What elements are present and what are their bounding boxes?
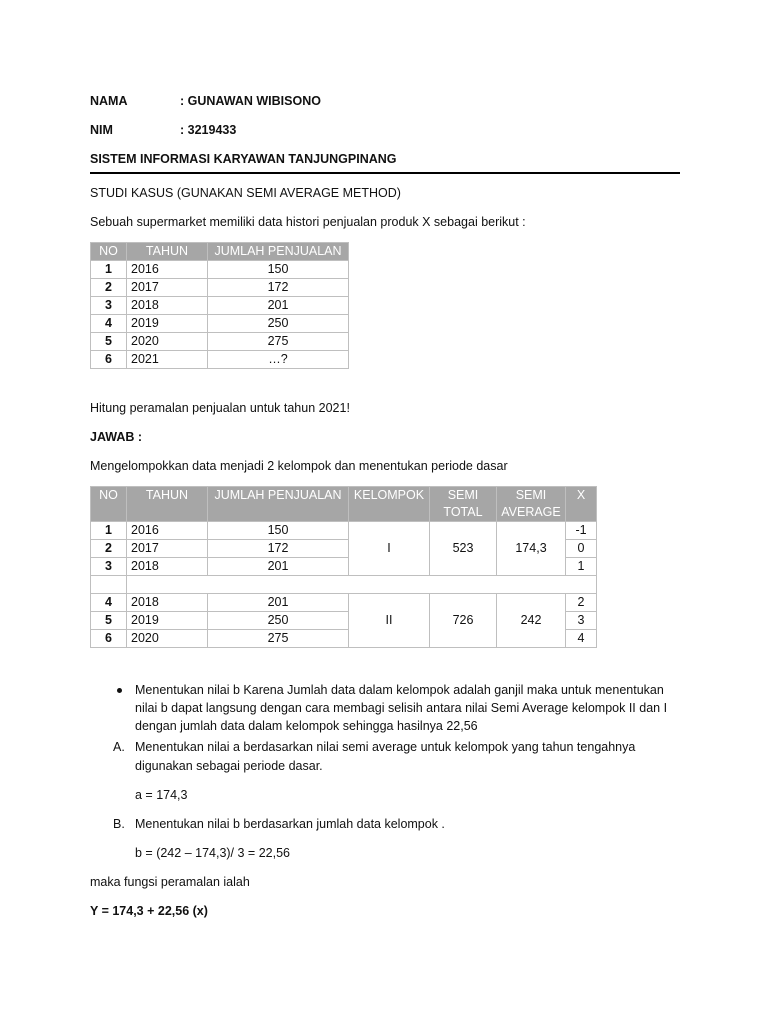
conclusion-text: maka fungsi peramalan ialah bbox=[90, 875, 250, 889]
semi-average-table bbox=[90, 486, 597, 648]
cell-jumlah: 172 bbox=[208, 279, 349, 297]
cell-no: 1 bbox=[91, 261, 127, 279]
th-tahun: TAHUN bbox=[127, 487, 208, 522]
cell-no: 2 bbox=[91, 279, 127, 297]
cell-x: 0 bbox=[566, 540, 597, 558]
table-header-row bbox=[91, 487, 597, 522]
cell-no: 5 bbox=[91, 612, 127, 630]
table-row bbox=[91, 315, 349, 333]
question-text: Hitung peramalan penjualan untuk tahun 2021! bbox=[90, 401, 350, 415]
step-b-marker: B. bbox=[113, 817, 125, 831]
step-a-marker: A. bbox=[113, 740, 125, 754]
bullet-line-3: dengan jumlah data dalam kelompok sehingga hasilnya 22,56 bbox=[135, 719, 478, 733]
table-row bbox=[91, 297, 349, 315]
nim-value: : 3219433 bbox=[180, 123, 237, 137]
cell-kelompok: I bbox=[349, 522, 430, 576]
table-header-row bbox=[91, 243, 349, 261]
cell-jumlah: 275 bbox=[208, 630, 349, 648]
bullet-icon bbox=[117, 688, 122, 693]
cell-no: 3 bbox=[91, 558, 127, 576]
table-row bbox=[91, 279, 349, 297]
nim-label: NIM bbox=[90, 123, 113, 137]
th-tahun: TAHUN bbox=[127, 243, 208, 261]
th-no: NO bbox=[91, 487, 127, 522]
cell-jumlah: 201 bbox=[208, 558, 349, 576]
course-title: SISTEM INFORMASI KARYAWAN TANJUNGPINANG bbox=[90, 152, 397, 166]
cell-semi-total: 523 bbox=[430, 522, 497, 576]
th-no: NO bbox=[91, 243, 127, 261]
cell-kelompok: II bbox=[349, 594, 430, 648]
cell-tahun: 2018 bbox=[127, 558, 208, 576]
th-jumlah: JUMLAH PENJUALAN bbox=[208, 243, 349, 261]
cell-tahun: 2019 bbox=[127, 315, 208, 333]
formula-a: a = 174,3 bbox=[135, 788, 188, 802]
cell-semi-total: 726 bbox=[430, 594, 497, 648]
nama-value: : GUNAWAN WIBISONO bbox=[180, 94, 321, 108]
cell-jumlah: 201 bbox=[208, 594, 349, 612]
th-semi-total: SEMI TOTAL bbox=[430, 487, 497, 522]
th-semi-average: SEMI AVERAGE bbox=[497, 487, 566, 522]
cell-no: 1 bbox=[91, 522, 127, 540]
step-a-line-2: digunakan sebagai periode dasar. bbox=[135, 759, 323, 773]
cell-no: 2 bbox=[91, 540, 127, 558]
table-row bbox=[91, 261, 349, 279]
bullet-line-2: nilai b dapat langsung dengan cara membagi selisih antara nilai Semi Average kelompok II dan I bbox=[135, 701, 668, 715]
th-kelompok: KELOMPOK bbox=[349, 487, 430, 522]
th-x: X bbox=[566, 487, 597, 522]
intro-text: Sebuah supermarket memiliki data histori penjualan produk X sebagai berikut : bbox=[90, 215, 526, 229]
cell-jumlah: 250 bbox=[208, 315, 349, 333]
cell-empty bbox=[127, 576, 597, 594]
table-spacer-row bbox=[91, 576, 597, 594]
cell-no: 6 bbox=[91, 351, 127, 369]
cell-tahun: 2020 bbox=[127, 333, 208, 351]
cell-semi-average: 174,3 bbox=[497, 522, 566, 576]
final-formula: Y = 174,3 + 22,56 (x) bbox=[90, 904, 208, 918]
th-jumlah: JUMLAH PENJUALAN bbox=[208, 487, 349, 522]
table-row bbox=[91, 594, 597, 612]
cell-jumlah: 172 bbox=[208, 540, 349, 558]
cell-tahun: 2018 bbox=[127, 594, 208, 612]
cell-tahun: 2017 bbox=[127, 540, 208, 558]
cell-tahun: 2016 bbox=[127, 522, 208, 540]
cell-no: 4 bbox=[91, 594, 127, 612]
cell-x: -1 bbox=[566, 522, 597, 540]
cell-empty bbox=[91, 576, 127, 594]
cell-no: 6 bbox=[91, 630, 127, 648]
cell-x: 3 bbox=[566, 612, 597, 630]
grouping-text: Mengelompokkan data menjadi 2 kelompok dan menentukan periode dasar bbox=[90, 459, 508, 473]
header-divider bbox=[90, 172, 680, 174]
cell-tahun: 2016 bbox=[127, 261, 208, 279]
cell-no: 3 bbox=[91, 297, 127, 315]
step-a-line-1: Menentukan nilai a berdasarkan nilai semi average untuk kelompok yang tahun tengahnya bbox=[135, 740, 636, 754]
cell-jumlah: 150 bbox=[208, 261, 349, 279]
table-row bbox=[91, 333, 349, 351]
cell-no: 5 bbox=[91, 333, 127, 351]
step-b-line-1: Menentukan nilai b berdasarkan jumlah data kelompok . bbox=[135, 817, 445, 831]
cell-semi-average: 242 bbox=[497, 594, 566, 648]
cell-no: 4 bbox=[91, 315, 127, 333]
cell-x: 1 bbox=[566, 558, 597, 576]
answer-label: JAWAB : bbox=[90, 430, 143, 444]
cell-jumlah: …? bbox=[208, 351, 349, 369]
table-row bbox=[91, 522, 597, 540]
cell-tahun: 2021 bbox=[127, 351, 208, 369]
nama-label: NAMA bbox=[90, 94, 128, 108]
case-title: STUDI KASUS (GUNAKAN SEMI AVERAGE METHOD) bbox=[90, 186, 401, 200]
cell-x: 2 bbox=[566, 594, 597, 612]
cell-x: 4 bbox=[566, 630, 597, 648]
cell-tahun: 2020 bbox=[127, 630, 208, 648]
bullet-line-1: Menentukan nilai b Karena Jumlah data dalam kelompok adalah ganjil maka untuk menentukan bbox=[135, 683, 664, 697]
cell-tahun: 2017 bbox=[127, 279, 208, 297]
cell-tahun: 2018 bbox=[127, 297, 208, 315]
sales-history-table bbox=[90, 242, 349, 369]
cell-jumlah: 250 bbox=[208, 612, 349, 630]
cell-jumlah: 275 bbox=[208, 333, 349, 351]
table-row bbox=[91, 351, 349, 369]
formula-b: b = (242 – 174,3)/ 3 = 22,56 bbox=[135, 846, 290, 860]
cell-tahun: 2019 bbox=[127, 612, 208, 630]
cell-jumlah: 150 bbox=[208, 522, 349, 540]
cell-jumlah: 201 bbox=[208, 297, 349, 315]
